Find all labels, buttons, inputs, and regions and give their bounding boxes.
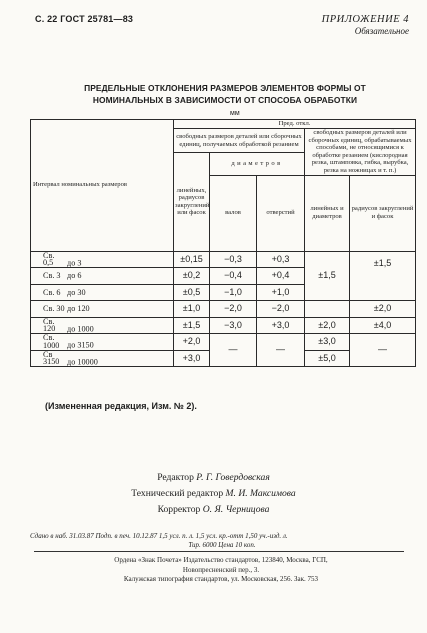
appendix-subtitle: Обязательное [354,26,409,36]
divider [34,551,404,552]
header-pred: Пред. откл. [174,120,416,129]
cell-shaft: −1,0 [210,284,257,301]
title-line-1: ПРЕДЕЛЬНЫЕ ОТКЛОНЕНИЯ РАЗМЕРОВ ЭЛЕМЕНТОВ ФОРМЫ ОТ [84,83,366,93]
editor-line [0,470,427,486]
cell-shaft: — [210,334,257,367]
cell-hole: +0,3 [257,251,305,268]
cell-linear-diam: ±5,0 [305,350,350,367]
corrector-name: О. Я. Черницова [202,504,270,515]
appendix-label [322,14,409,36]
cell-linear-diam-merged: ±1,5 [305,251,350,301]
row-interval [31,317,174,334]
interval-to: до 30 [67,287,86,297]
cell-shaft: −2,0 [210,301,257,318]
interval-to: до 1000 [67,324,94,334]
press-line-3: Калужская типография стандартов, ул. Московская, 256. Зак. 753 [123,575,319,584]
editors-block [0,470,427,518]
title-line-2: НОМИНАЛЬНЫХ В ЗАВИСИМОСТИ ОТ СПОСОБА ОБРАБОТКИ [92,95,358,105]
cell-linear-diam [305,301,350,318]
row-interval [31,301,174,318]
header-linear-radius: линейных, радиусов закруглений или фасок [174,153,210,252]
interval-to: до 10000 [67,357,98,367]
cell-linear: ±0,5 [174,284,210,301]
interval-from: Св. 120 [43,316,56,334]
publication-line-1: Сдано в наб. 31.03.87 Подп. в печ. 10.12.87 1,5 усл. п. л. 1,5 усл. кр.-отт 1,50 уч.-изд. л. [30,532,288,540]
cell-hole: +0,4 [257,268,305,285]
cell-hole: +1,0 [257,284,305,301]
deviations-table [30,119,416,367]
unit-label: мм [230,110,240,117]
cell-radius: ±2,0 [350,301,416,318]
cell-hole: +3,0 [257,317,305,334]
row-interval [31,350,174,367]
cell-linear: ±1,0 [174,301,210,318]
row-interval [31,251,174,268]
row-interval [31,284,174,301]
cell-shaft: −3,0 [210,317,257,334]
interval-from: Св. 0,5 [43,250,55,268]
header-holes: отверстий [257,175,305,251]
tech-editor-label: Технический редактор [131,488,224,499]
table-row [31,251,416,268]
table-row [31,317,416,334]
press-line-2: Новопресненский пер., 3. [182,565,260,574]
publication-info [22,532,422,550]
cell-shaft: −0,3 [210,251,257,268]
cell-radius-merged: ±1,5 [350,251,416,301]
header-shafts: валов [210,175,257,251]
interval-from: Св 3150 [43,349,60,367]
interval-to: до 3 [67,258,82,268]
cell-linear: ±0,2 [174,268,210,285]
table-row [31,334,416,351]
row-interval [31,334,174,351]
header-radius: радиусов закруглений и фасок [350,175,416,251]
editor-name: Р. Г. Говердовская [196,472,270,483]
interval-from: Св. 30 [43,304,65,314]
header-group-other: свободных размеров деталей или сборочных единиц, обрабатываемых способами, не относящимися к обработке резанием (кислородная резка, штамповка, гибка, вырубка, резка на ножницах и т. п.) [305,129,416,176]
cell-linear-diam: ±3,0 [305,334,350,351]
interval-to: до 120 [67,304,90,314]
tech-editor-name: М. И. Максимова [225,488,296,499]
press-info [26,556,416,585]
corrector-label: Корректор [157,504,201,515]
cell-shaft: −0,4 [210,268,257,285]
cell-radius: — [350,334,416,367]
cell-linear: +3,0 [174,350,210,367]
cell-linear-diam: ±2,0 [305,317,350,334]
interval-from: Св. 3 [43,271,61,281]
corrector-line [0,502,427,518]
press-line-1: Ордена «Знак Почета» Издательство стандартов, 123840, Москва, ГСП, [114,556,328,564]
header-interval: Интервал номинальных размеров [31,120,174,252]
interval-from: Св. 6 [43,287,61,297]
cell-radius: ±4,0 [350,317,416,334]
cell-hole: −2,0 [257,301,305,318]
header-diameters: диаметров [210,153,305,176]
amendment-note: (Измененная редакция, Изм. № 2). [45,401,197,411]
page-header-left: С. 22 ГОСТ 25781—83 [35,14,134,24]
appendix-title: ПРИЛОЖЕНИЕ 4 [321,14,409,25]
header-linear-diam: линейных и диаметров [305,175,350,251]
table-row [31,301,416,318]
interval-to: до 3150 [67,340,94,350]
document-title [30,82,420,106]
row-interval [31,268,174,285]
publication-line-2: Тир. 6000 Цена 10 коп. [188,541,256,549]
editor-label: Редактор [157,472,194,483]
header-group-cutting: свободных размеров деталей или сборочных единиц, получаемых обработкой резанием [174,129,305,153]
interval-to: до 6 [67,271,82,281]
cell-linear: ±1,5 [174,317,210,334]
cell-hole: — [257,334,305,367]
interval-from: Св. 1000 [43,333,60,350]
cell-linear: ±0,15 [174,251,210,268]
tech-editor-line [0,486,427,502]
cell-linear: +2,0 [174,334,210,351]
